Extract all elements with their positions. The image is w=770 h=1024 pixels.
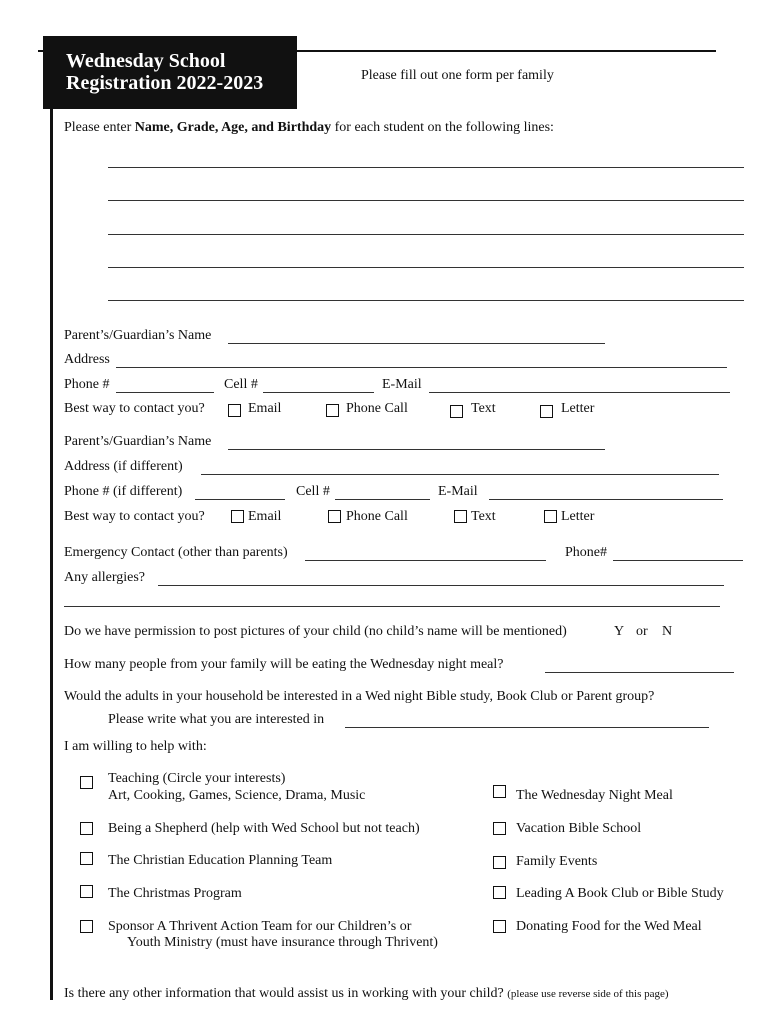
willing-label: I am willing to help with:	[64, 739, 207, 754]
parent2-address-field[interactable]	[201, 474, 719, 475]
parent1-phone-call-option: Phone Call	[346, 401, 408, 416]
parent2-email-field[interactable]	[489, 499, 723, 500]
parent2-email-checkbox[interactable]	[231, 510, 244, 523]
parent1-phone-label: Phone #	[64, 377, 110, 392]
parent1-email-field[interactable]	[429, 392, 730, 393]
footer-question-text: Is there any other information that would assist us in working with your child?	[64, 986, 504, 1001]
help-planning-team-label: The Christian Education Planning Team	[108, 853, 333, 868]
help-book-club-label: Leading A Book Club or Bible Study	[516, 886, 724, 901]
parent2-cell-field[interactable]	[335, 499, 430, 500]
parent2-letter-checkbox[interactable]	[544, 510, 557, 523]
emergency-phone-label: Phone#	[565, 545, 607, 560]
form-title	[66, 50, 263, 94]
students-intro-prefix: Please enter	[64, 120, 135, 135]
parent2-phone-field[interactable]	[195, 499, 285, 500]
student-line-2[interactable]	[108, 200, 744, 201]
help-family-events-checkbox[interactable]	[493, 856, 506, 869]
parent2-name-label: Parent’s/Guardian’s Name	[64, 434, 212, 449]
student-line-3[interactable]	[108, 234, 744, 235]
parent1-letter-option: Letter	[561, 401, 595, 416]
meal-question: How many people from your family will be eating the Wednesday night meal?	[64, 657, 504, 672]
help-vbs-label: Vacation Bible School	[516, 821, 642, 836]
help-donating-food-label: Donating Food for the Wed Meal	[516, 919, 702, 934]
help-donating-food-checkbox[interactable]	[493, 920, 506, 933]
pictures-or: or	[636, 624, 648, 639]
help-christmas-program-label: The Christmas Program	[108, 886, 242, 901]
allergies-field-line2[interactable]	[64, 606, 720, 607]
parent1-address-field[interactable]	[116, 367, 727, 368]
student-line-4[interactable]	[108, 267, 744, 268]
parent2-name-field[interactable]	[228, 449, 605, 450]
parent1-email-label: E-Mail	[382, 377, 422, 392]
help-shepherd-checkbox[interactable]	[80, 822, 93, 835]
parent2-address-label: Address (if different)	[64, 459, 183, 474]
form-title-line1: Wednesday School	[66, 50, 226, 72]
help-teaching-label: Teaching (Circle your interests)	[108, 771, 286, 786]
parent1-name-label: Parent’s/Guardian’s Name	[64, 328, 212, 343]
parent2-contact-label: Best way to contact you?	[64, 509, 205, 524]
emergency-phone-field[interactable]	[613, 560, 743, 561]
allergies-label: Any allergies?	[64, 570, 145, 585]
pictures-question: Do we have permission to post pictures of your child (no child’s name will be mentioned)	[64, 624, 567, 639]
parent1-cell-label: Cell #	[224, 377, 258, 392]
parent1-text-checkbox[interactable]	[450, 405, 463, 418]
help-wed-meal-label: The Wednesday Night Meal	[516, 788, 673, 803]
parent2-email-option: Email	[248, 509, 282, 524]
parent1-email-option: Email	[248, 401, 282, 416]
form-title-line2: Registration 2022-2023	[66, 72, 264, 94]
help-thrivent-note: Youth Ministry (must have insurance through Thrivent)	[127, 935, 438, 950]
parent2-email-label: E-Mail	[438, 484, 478, 499]
student-line-1[interactable]	[108, 167, 744, 168]
parent1-letter-checkbox[interactable]	[540, 405, 553, 418]
parent1-email-checkbox[interactable]	[228, 404, 241, 417]
parent2-text-option: Text	[471, 509, 496, 524]
parent1-contact-label: Best way to contact you?	[64, 401, 205, 416]
parent2-cell-label: Cell #	[296, 484, 330, 499]
parent2-phone-call-checkbox[interactable]	[328, 510, 341, 523]
left-border-bar	[50, 36, 53, 1000]
pictures-yes[interactable]: Y	[614, 624, 625, 639]
help-planning-team-checkbox[interactable]	[80, 852, 93, 865]
help-thrivent-label: Sponsor A Thrivent Action Team for our Children’s or	[108, 919, 412, 934]
parent1-cell-field[interactable]	[263, 392, 374, 393]
parent1-name-field[interactable]	[228, 343, 605, 344]
parent2-phone-call-option: Phone Call	[346, 509, 408, 524]
pictures-no[interactable]: N	[662, 624, 673, 639]
emergency-contact-field[interactable]	[305, 560, 546, 561]
help-shepherd-label: Being a Shepherd (help with Wed School but not teach)	[108, 821, 420, 836]
help-teaching-checkbox[interactable]	[80, 776, 93, 789]
help-wed-meal-checkbox[interactable]	[493, 785, 506, 798]
parent1-phone-field[interactable]	[116, 392, 214, 393]
emergency-contact-label: Emergency Contact (other than parents)	[64, 545, 288, 560]
adults-interest-field[interactable]	[345, 727, 709, 728]
form-subtitle: Please fill out one form per family	[361, 68, 554, 83]
parent1-phone-call-checkbox[interactable]	[326, 404, 339, 417]
parent2-text-checkbox[interactable]	[454, 510, 467, 523]
footer-question	[64, 986, 669, 1002]
adults-question: Would the adults in your household be interested in a Wed night Bible study, Book Club or Parent group?	[64, 689, 655, 704]
students-intro-suffix: for each student on the following lines:	[331, 120, 554, 135]
parent2-letter-option: Letter	[561, 509, 595, 524]
allergies-field[interactable]	[158, 585, 724, 586]
student-line-5[interactable]	[108, 300, 744, 301]
students-intro	[64, 120, 554, 136]
help-vbs-checkbox[interactable]	[493, 822, 506, 835]
adults-interest-label: Please write what you are interested in	[108, 712, 325, 727]
parent1-address-label: Address	[64, 352, 110, 367]
help-teaching-interests: Art, Cooking, Games, Science, Drama, Music	[108, 788, 366, 803]
parent2-phone-label: Phone # (if different)	[64, 484, 183, 499]
students-intro-bold: Name, Grade, Age, and Birthday	[134, 120, 332, 135]
help-christmas-program-checkbox[interactable]	[80, 885, 93, 898]
help-family-events-label: Family Events	[516, 854, 598, 869]
footer-note: (please use reverse side of this page)	[507, 988, 669, 1000]
help-book-club-checkbox[interactable]	[493, 886, 506, 899]
help-thrivent-checkbox[interactable]	[80, 920, 93, 933]
parent1-text-option: Text	[471, 401, 496, 416]
meal-count-field[interactable]	[545, 672, 734, 673]
